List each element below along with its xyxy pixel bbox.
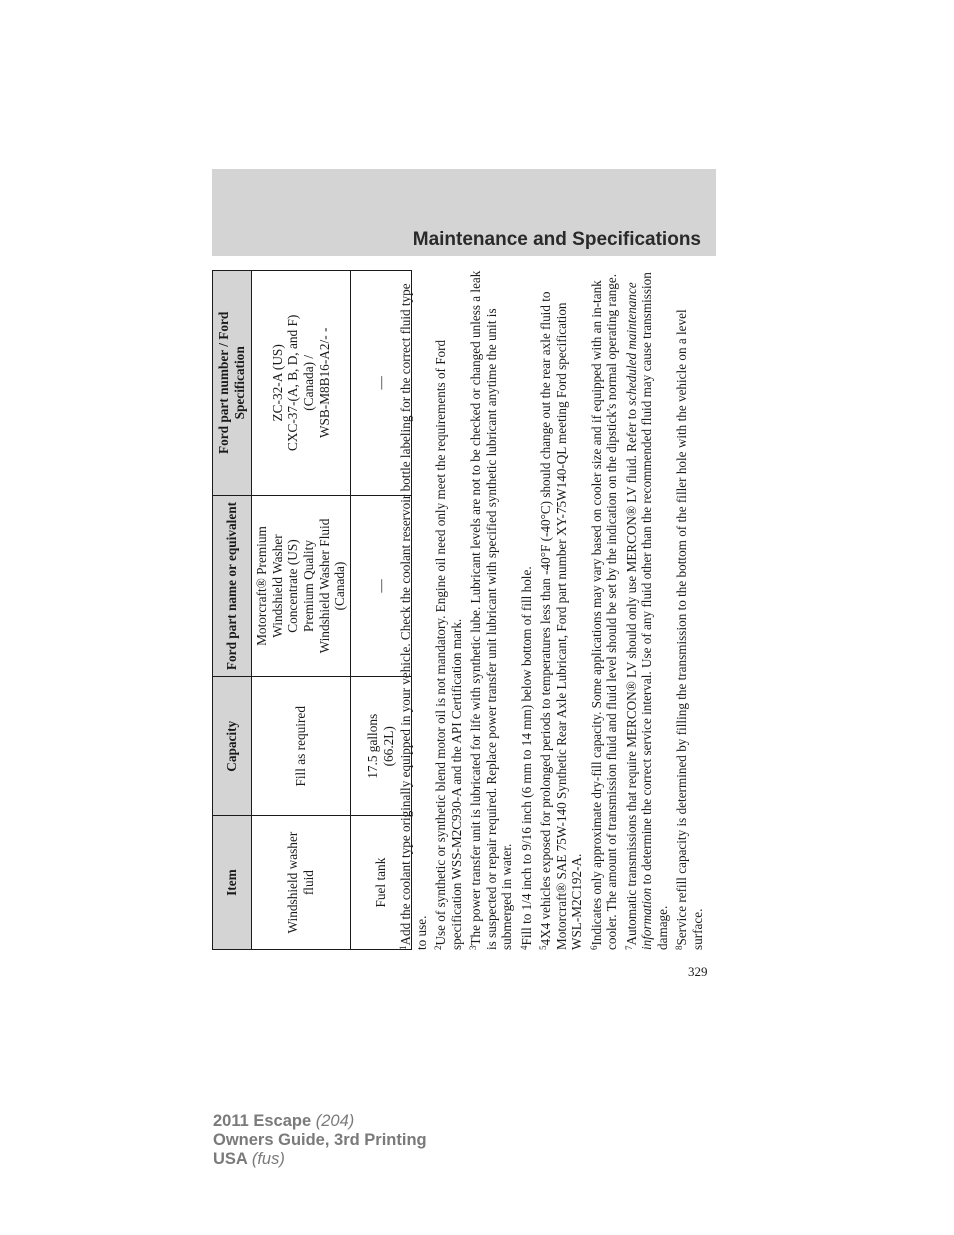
cell-line: (Canada) / <box>301 354 317 411</box>
footnote <box>398 270 429 950</box>
footer-market-code: (fus) <box>251 1150 285 1168</box>
cell-line: CXC-37-(A, B, D, and F) <box>285 314 301 451</box>
footer-line <box>213 1112 427 1131</box>
cell-line: Premium Quality <box>301 540 317 632</box>
footnotes <box>398 270 709 950</box>
cell-part-number <box>252 271 351 496</box>
column-header-capacity: Capacity <box>213 677 252 816</box>
footnote <box>519 270 535 950</box>
footer-guide: Owners Guide, 3rd Printing <box>213 1131 427 1149</box>
column-header-part-number: Ford part number / Ford Specification <box>213 271 252 496</box>
cell-part-name: — <box>351 495 412 677</box>
header-band <box>212 169 716 256</box>
cell-item: Windshield washer fluid <box>252 816 351 950</box>
rotated-content <box>212 270 716 950</box>
table-header-row <box>213 271 252 950</box>
cell-line: Windshield Washer Fluid <box>316 518 332 654</box>
footnote-text: Add the coolant type originally equipped in your vehicle. Check the coolant reservoir bottle labeling for the correct fluid type to use. <box>398 283 429 950</box>
footnote-mark: 1 <box>398 945 408 950</box>
cell-item: Fuel tank <box>351 816 412 950</box>
footnote-italic-text: scheduled maintenance information <box>623 282 654 950</box>
footnote-text: Fill to 1/4 inch to 9/16 inch (6 mm to 14 mm) below bottom of fill hole. <box>518 566 534 946</box>
footnote-text: Automatic transmissions that require MERCON® LV should only use MERCON® LV fluid. Refer to <box>623 405 639 946</box>
table-row <box>252 271 351 950</box>
footnote-text: Indicates only approximate dry-fill capacity. Some applications may vary based on cooler size and if equipped with an in-tank cooler. The amount of transmission fluid and fluid level should be set by the indication on the dipstick's normal operating range. <box>588 273 619 950</box>
cell-line: (66.2L) <box>381 726 397 767</box>
footnote-mark: 2 <box>433 945 443 950</box>
column-header-part-name: Ford part name or equivalent <box>213 495 252 677</box>
cell-part-number: — <box>351 271 412 496</box>
page-number: 329 <box>688 964 708 979</box>
cell-line: Concentrate (US) <box>285 539 301 633</box>
footer-line <box>213 1131 427 1150</box>
footer <box>213 1112 427 1169</box>
footnote-text: 4X4 vehicles exposed for prolonged periods to temperatures less than -40°F (-40°C) should change out the rear axle fluid to Motorcraft® SAE 75W-140 Synthetic Rear Axle Lubricant, Ford part number XY-75W140-QL meeting Ford specification WSL-M2C192-A. <box>538 291 584 950</box>
footnote-text: The power transfer unit is lubricated for life with synthetic lube. Lubricant levels are not to be checked or changed unless a leak is suspected or repair required. Replace power transfer unit lubricant with specified synthetic lubricant anytime the unit is submerged in water. <box>468 270 514 950</box>
cell-line: Windshield Washer <box>269 534 285 638</box>
cell-capacity: Fill as required <box>252 677 351 816</box>
footnote <box>433 270 464 950</box>
column-header-item: Item <box>213 816 252 950</box>
footnote-mark: 4 <box>518 945 529 950</box>
footer-line <box>213 1150 427 1169</box>
cell-part-name <box>252 495 351 677</box>
cell-line: (Canada) <box>332 561 348 611</box>
footnote-text: Service refill capacity is determined by filling the transmission to the bottom of the filler hole with the vehicle on a level surface. <box>674 309 705 950</box>
cell-line: Motorcraft® Premium <box>254 526 269 646</box>
footnote-mark: 8 <box>674 945 684 950</box>
footnote-mark: 6 <box>588 945 599 950</box>
footnote-text: to determine the correct service interval. Use of any fluid other than the recommended fluid may cause transmission damage. <box>639 272 670 950</box>
footnote <box>468 270 515 950</box>
footnote-mark: 3 <box>468 945 478 950</box>
footer-model-code: (204) <box>315 1112 355 1130</box>
cell-line: WSB-M8B16-A2/- - <box>316 327 332 439</box>
footer-model: 2011 Escape <box>213 1112 312 1130</box>
footer-market: USA <box>213 1150 248 1168</box>
footnote <box>589 270 620 950</box>
section-title: Maintenance and Specifications <box>412 229 701 250</box>
cell-line: ZC-32-A (US) <box>269 344 285 422</box>
footnote <box>674 270 705 950</box>
footnote-mark: 7 <box>623 945 634 950</box>
cell-line: 17.5 gallons <box>365 713 381 779</box>
footnote-text: Use of synthetic or synthetic blend motor oil is not mandatory. Engine oil need only meet the requirements of Ford specification WSS-M2C930-A and the API Certification mark. <box>433 339 464 950</box>
footnote <box>624 270 671 950</box>
footnote <box>538 270 585 950</box>
footnote-mark: 5 <box>538 945 548 950</box>
specification-table <box>212 270 412 950</box>
